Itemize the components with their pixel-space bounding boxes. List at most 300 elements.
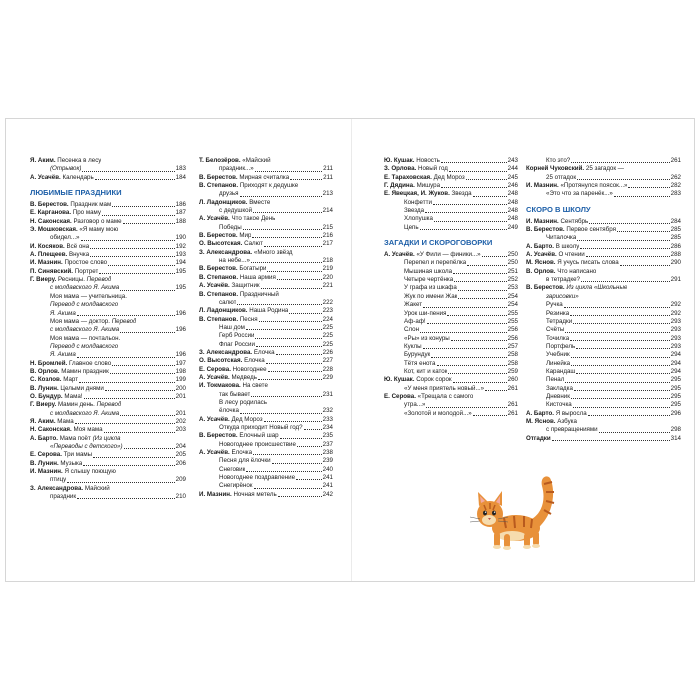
entry-title: [50, 293, 127, 301]
toc-entry[interactable]: [199, 274, 333, 282]
dot-leader: [420, 229, 507, 230]
entry-title: [30, 418, 74, 426]
toc-entry[interactable]: [199, 240, 333, 248]
author-name: Г. Дядина.: [384, 182, 415, 190]
page-number: 262: [670, 173, 681, 181]
dot-leader: [104, 432, 175, 433]
toc-entry[interactable]: [199, 207, 333, 215]
toc-entry[interactable]: [526, 410, 681, 418]
toc-entry[interactable]: [526, 401, 681, 409]
toc-entry[interactable]: [199, 174, 333, 182]
toc-entry[interactable]: [199, 349, 333, 357]
dot-leader: [571, 162, 669, 163]
page-number: 201: [175, 392, 186, 400]
dot-leader: [437, 365, 507, 366]
entry-title: [546, 401, 572, 409]
dot-leader: [571, 357, 670, 358]
toc-entry[interactable]: [30, 318, 186, 326]
entry-title: [384, 174, 465, 182]
entry-line: Куклы: [404, 342, 422, 350]
dot-leader: [573, 407, 670, 408]
toc-entry[interactable]: [384, 259, 518, 267]
page-number: 255: [507, 309, 518, 317]
toc-entry[interactable]: [30, 443, 186, 451]
work-title: Богатыри: [239, 265, 267, 273]
dot-leader: [580, 248, 669, 249]
toc-entry[interactable]: [384, 335, 518, 343]
toc-entry[interactable]: [30, 335, 186, 343]
toc-entry[interactable]: [384, 174, 518, 182]
toc-entry[interactable]: [199, 199, 333, 207]
entry-title: [50, 443, 123, 451]
author-name: А. Усачёв.: [384, 251, 415, 259]
toc-entry[interactable]: [384, 376, 518, 384]
entry-line: Ручка: [546, 301, 563, 309]
entry-title: [50, 410, 119, 418]
toc-entry[interactable]: [199, 265, 333, 273]
dot-leader: [296, 479, 322, 480]
toc-entry[interactable]: [526, 360, 681, 368]
entry-title: [30, 360, 111, 368]
toc-entry[interactable]: [30, 293, 186, 301]
toc-entry[interactable]: [384, 157, 518, 165]
page-number: 282: [670, 182, 681, 190]
author-name: В. Степанов.: [199, 273, 239, 281]
toc-entry[interactable]: [384, 207, 518, 215]
toc-entry[interactable]: [30, 460, 186, 468]
toc-entry[interactable]: [199, 357, 333, 365]
toc-entry[interactable]: [526, 190, 681, 198]
page-number: 248: [507, 215, 518, 223]
dot-leader: [458, 298, 506, 299]
entry-line: Флаг России: [219, 340, 255, 348]
toc-entry[interactable]: [30, 385, 186, 393]
toc-entry[interactable]: [30, 259, 186, 267]
work-title: Про маму: [72, 209, 101, 217]
toc-entry[interactable]: [384, 182, 518, 190]
toc-entry[interactable]: [384, 284, 518, 292]
dot-leader: [240, 196, 322, 197]
dot-leader: [434, 221, 507, 222]
page-number: 245: [507, 173, 518, 181]
toc-entry[interactable]: [30, 310, 186, 318]
toc-entry[interactable]: [384, 293, 518, 301]
toc-entry[interactable]: [199, 307, 333, 315]
toc-entry[interactable]: [526, 376, 681, 384]
work-title: Музыка: [60, 459, 83, 467]
entry-title: [199, 174, 289, 182]
work-title: Наша Родина: [249, 307, 289, 315]
toc-entry[interactable]: [384, 268, 518, 276]
toc-entry[interactable]: [199, 299, 333, 307]
entry-title: [30, 268, 98, 276]
toc-entry[interactable]: [30, 476, 186, 484]
toc-entry[interactable]: [30, 485, 186, 493]
author-name: Я. Аким.: [30, 157, 56, 164]
toc-entry[interactable]: [199, 491, 333, 499]
dot-leader: [264, 421, 322, 422]
toc-entry[interactable]: [526, 385, 681, 393]
author-name: Е. Серова.: [199, 365, 231, 373]
toc-entry[interactable]: [30, 393, 186, 401]
work-title: «Я маму мою: [79, 226, 119, 234]
author-name: С. Козлов.: [30, 376, 62, 384]
toc-entry[interactable]: [199, 382, 333, 390]
work-title: Мир: [239, 232, 252, 240]
dot-leader: [278, 496, 322, 497]
entry-line: «Ры» из конуры: [404, 334, 450, 342]
toc-entry[interactable]: [526, 310, 681, 318]
toc-entry[interactable]: [199, 282, 333, 290]
toc-entry[interactable]: [199, 391, 333, 399]
toc-entry[interactable]: [30, 276, 186, 284]
work-title: Я выросла: [555, 409, 587, 417]
toc-entry[interactable]: [384, 343, 518, 351]
toc-entry[interactable]: [526, 268, 681, 276]
author-name: Л. Ладонщиков.: [199, 307, 248, 315]
toc-entry[interactable]: [30, 360, 186, 368]
toc-entry[interactable]: [199, 424, 333, 432]
toc-entry[interactable]: [199, 165, 333, 173]
toc-entry[interactable]: [526, 368, 681, 376]
toc-entry[interactable]: [384, 310, 518, 318]
toc-column-4: [526, 157, 681, 443]
toc-entry[interactable]: [526, 157, 681, 165]
entry-title: [199, 240, 263, 248]
toc-entry[interactable]: [384, 251, 518, 259]
toc-entry[interactable]: [384, 215, 518, 223]
entry-title: [30, 401, 121, 409]
toc-entry[interactable]: [199, 215, 333, 223]
toc-entry[interactable]: [30, 251, 186, 259]
dot-leader: [81, 240, 175, 241]
toc-entry[interactable]: [526, 335, 681, 343]
page-number: 251: [507, 267, 518, 275]
toc-entry[interactable]: [30, 376, 186, 384]
work-title: Разговор о маме: [73, 217, 122, 225]
toc-entry[interactable]: [526, 226, 681, 234]
dot-leader: [447, 315, 506, 316]
toc-entry[interactable]: [526, 301, 681, 309]
entry-line: Цепь: [404, 223, 419, 231]
toc-entry[interactable]: [199, 474, 333, 482]
toc-entry[interactable]: [30, 218, 186, 226]
page-number: 241: [322, 474, 333, 482]
toc-entry[interactable]: [384, 393, 518, 401]
toc-entry[interactable]: [526, 259, 681, 267]
toc-entry[interactable]: [30, 201, 186, 209]
toc-entry[interactable]: [526, 393, 681, 401]
entry-line: Четыре чертёнка: [404, 276, 454, 284]
entry-title: [199, 265, 266, 273]
page-number: 252: [507, 276, 518, 284]
toc-entry[interactable]: [199, 366, 333, 374]
page-number: 211: [323, 173, 333, 181]
dot-leader: [93, 457, 175, 458]
dot-leader: [251, 262, 322, 263]
toc-entry[interactable]: [384, 190, 518, 198]
work-title: Наша армия: [239, 273, 276, 281]
toc-entry[interactable]: [526, 293, 681, 301]
entry-title: [199, 374, 257, 382]
toc-entry[interactable]: [30, 410, 186, 418]
entry-title: [546, 393, 570, 401]
author-name: В. Берестов.: [199, 432, 238, 440]
work-title: Песенка в лесу: [57, 157, 102, 164]
work-title: Я слышу поющую: [64, 468, 116, 476]
entry-title: [546, 293, 579, 301]
toc-entry[interactable]: [30, 157, 186, 165]
work-title: 25 загадок —: [585, 165, 624, 173]
entry-title: [50, 234, 80, 242]
entry-title: [404, 268, 452, 276]
entry-line: Конфетти: [404, 198, 432, 206]
toc-entry[interactable]: [526, 426, 681, 434]
toc-entry[interactable]: [199, 457, 333, 465]
entry-title: [199, 182, 298, 190]
toc-entry[interactable]: [384, 351, 518, 359]
page-number: 286: [670, 242, 681, 250]
author-name: Е. Тараховская.: [384, 173, 432, 181]
toc-entry[interactable]: [526, 251, 681, 259]
entry-title: [30, 460, 82, 468]
work-title: Всё она: [66, 242, 90, 250]
entry-title: [199, 491, 277, 499]
work-title: «У Фили — финики...»: [416, 251, 481, 259]
page-number: 248: [507, 207, 518, 215]
toc-entry[interactable]: [526, 343, 681, 351]
entry-title: [219, 341, 255, 349]
author-name: В. Орлов.: [30, 367, 60, 375]
toc-entry[interactable]: [199, 257, 333, 265]
page-number: 190: [175, 234, 186, 242]
entry-title: [384, 165, 448, 173]
toc-entry[interactable]: [30, 468, 186, 476]
author-name: П. Синявский.: [30, 267, 74, 275]
section-heading: СКОРО В ШКОЛУ: [526, 204, 591, 214]
entry-title: [526, 410, 587, 418]
toc-entry[interactable]: [384, 410, 518, 418]
entry-line: Перепел и перепёлка: [404, 259, 467, 267]
entry-title: [404, 276, 453, 284]
toc-entry[interactable]: [384, 401, 518, 409]
dot-leader: [276, 354, 322, 355]
toc-entry[interactable]: [199, 466, 333, 474]
toc-entry[interactable]: [30, 368, 186, 376]
dot-leader: [564, 307, 670, 308]
author-name: А. Усачёв.: [199, 282, 230, 290]
entry-title: [219, 399, 267, 407]
toc-entry[interactable]: [199, 449, 333, 457]
work-title: Мамин день.: [57, 401, 95, 409]
entry-title: [219, 190, 239, 198]
toc-entry[interactable]: [30, 351, 186, 359]
toc-entry[interactable]: [384, 276, 518, 284]
toc-entry[interactable]: [199, 332, 333, 340]
page-number: 258: [507, 359, 518, 367]
toc-entry[interactable]: [526, 284, 681, 292]
toc-entry[interactable]: [199, 341, 333, 349]
dot-leader: [84, 398, 175, 399]
toc-entry[interactable]: [199, 249, 333, 257]
toc-entry[interactable]: [30, 174, 186, 182]
page-number: 228: [322, 365, 333, 373]
toc-entry[interactable]: [199, 374, 333, 382]
toc-entry[interactable]: [30, 493, 186, 501]
entry-line: в тетрадке?: [546, 276, 580, 284]
toc-entry[interactable]: [30, 234, 186, 242]
toc-entry[interactable]: [384, 224, 518, 232]
toc-entry[interactable]: [30, 226, 186, 234]
toc-entry[interactable]: [199, 157, 333, 165]
work-title: Первое сентября: [566, 226, 616, 234]
page-number: 250: [507, 251, 518, 259]
dot-leader: [243, 229, 322, 230]
toc-entry[interactable]: [199, 432, 333, 440]
page-number: 248: [507, 198, 518, 206]
toc-entry[interactable]: [30, 243, 186, 251]
author-name: М. Яснов.: [526, 417, 556, 425]
entry-line: Аф-аф!: [404, 317, 426, 325]
toc-entry[interactable]: [526, 234, 681, 242]
page-number: 256: [507, 334, 518, 342]
dot-leader: [83, 465, 174, 466]
toc-entry[interactable]: [526, 435, 681, 443]
entry-title: [219, 224, 242, 232]
page-number: 244: [507, 165, 518, 173]
author-name: З. Александрова.: [199, 348, 253, 356]
page-number: 226: [322, 348, 333, 356]
toc-entry[interactable]: [526, 326, 681, 334]
page-number: 237: [322, 440, 333, 448]
dot-leader: [614, 196, 670, 197]
page-number: 201: [175, 409, 186, 417]
toc-entry[interactable]: [199, 232, 333, 240]
work-title: Песня: [239, 315, 258, 323]
toc-entry[interactable]: [199, 324, 333, 332]
entry-title: [30, 393, 83, 401]
author-name: Н. Бромлей.: [30, 359, 68, 367]
entry-line: Тётя енота: [404, 359, 436, 367]
page-number: 223: [322, 307, 333, 315]
toc-entry[interactable]: [526, 165, 681, 173]
toc-entry[interactable]: [526, 318, 681, 326]
page-number: 293: [670, 342, 681, 350]
toc-entry[interactable]: [199, 441, 333, 449]
entry-title: [30, 276, 111, 284]
toc-entry[interactable]: [30, 451, 186, 459]
toc-entry[interactable]: [30, 268, 186, 276]
dot-leader: [433, 204, 507, 205]
work-title: На свете: [242, 382, 268, 390]
entry-title: [546, 190, 613, 198]
page-number: 188: [175, 217, 186, 225]
toc-entry[interactable]: [384, 301, 518, 309]
work-title: Новый год: [418, 165, 448, 173]
toc-entry[interactable]: [384, 385, 518, 393]
toc-entry[interactable]: [526, 243, 681, 251]
toc-entry[interactable]: [199, 291, 333, 299]
toc-entry[interactable]: [199, 316, 333, 324]
page-number: 229: [322, 373, 333, 381]
entry-title: [30, 426, 103, 434]
toc-entry[interactable]: [526, 276, 681, 284]
toc-entry[interactable]: [199, 190, 333, 198]
toc-entry[interactable]: [384, 318, 518, 326]
work-title: Вместе: [249, 198, 271, 206]
entry-title: [219, 424, 303, 432]
toc-entry[interactable]: [30, 426, 186, 434]
toc-entry[interactable]: [384, 368, 518, 376]
page-number: 200: [175, 384, 186, 392]
toc-entry[interactable]: [526, 218, 681, 226]
page-number: 298: [670, 426, 681, 434]
dot-leader: [110, 373, 175, 374]
toc-entry[interactable]: [30, 301, 186, 309]
work-title: Майский: [84, 484, 110, 492]
toc-entry[interactable]: [199, 224, 333, 232]
toc-entry[interactable]: [30, 401, 186, 409]
toc-entry[interactable]: [199, 407, 333, 415]
dot-leader: [251, 396, 321, 397]
entry-title: [199, 307, 288, 315]
page-number: 211: [323, 165, 333, 173]
toc-entry[interactable]: [30, 343, 186, 351]
toc-entry[interactable]: [384, 165, 518, 173]
toc-entry[interactable]: [199, 482, 333, 490]
toc-entry[interactable]: [384, 360, 518, 368]
toc-entry[interactable]: [30, 326, 186, 334]
entry-title: [30, 174, 94, 182]
toc-entry[interactable]: [526, 351, 681, 359]
toc-entry[interactable]: [30, 284, 186, 292]
toc-entry[interactable]: [526, 418, 681, 426]
dot-leader: [453, 382, 507, 383]
toc-entry[interactable]: [199, 416, 333, 424]
toc-entry[interactable]: [526, 174, 681, 182]
work-title: Защитник: [231, 282, 260, 290]
toc-entry[interactable]: [30, 435, 186, 443]
entry-line: Бурундук: [404, 351, 431, 359]
work-title: Ёлочка: [231, 449, 253, 457]
author-name: В. Степанов.: [199, 290, 239, 298]
entry-line: Снеговик: [219, 465, 246, 473]
dot-leader: [123, 223, 175, 224]
dot-leader: [240, 413, 322, 414]
entry-line: с молдавского Я. Акима: [50, 326, 120, 334]
entry-title: [526, 268, 596, 276]
dot-leader: [473, 196, 507, 197]
toc-entry[interactable]: [199, 399, 333, 407]
entry-line: ёлочка: [219, 407, 239, 415]
toc-entry[interactable]: [30, 418, 186, 426]
toc-entry[interactable]: [199, 182, 333, 190]
toc-entry[interactable]: [526, 182, 681, 190]
author-name: Ю. Кушак.: [384, 376, 415, 384]
toc-entry[interactable]: [30, 165, 186, 173]
page-number: 224: [322, 315, 333, 323]
author-name: О. Высотская.: [199, 240, 243, 248]
toc-entry[interactable]: [384, 326, 518, 334]
work-title: Ночная метель: [233, 490, 277, 498]
toc-entry[interactable]: [30, 209, 186, 217]
page-number: 232: [322, 407, 333, 415]
entry-line: Кот, кит и каток: [404, 367, 448, 375]
entry-title: [219, 165, 254, 173]
page-number: 293: [670, 326, 681, 334]
entry-line: Слон: [404, 326, 420, 334]
toc-entry[interactable]: [384, 199, 518, 207]
